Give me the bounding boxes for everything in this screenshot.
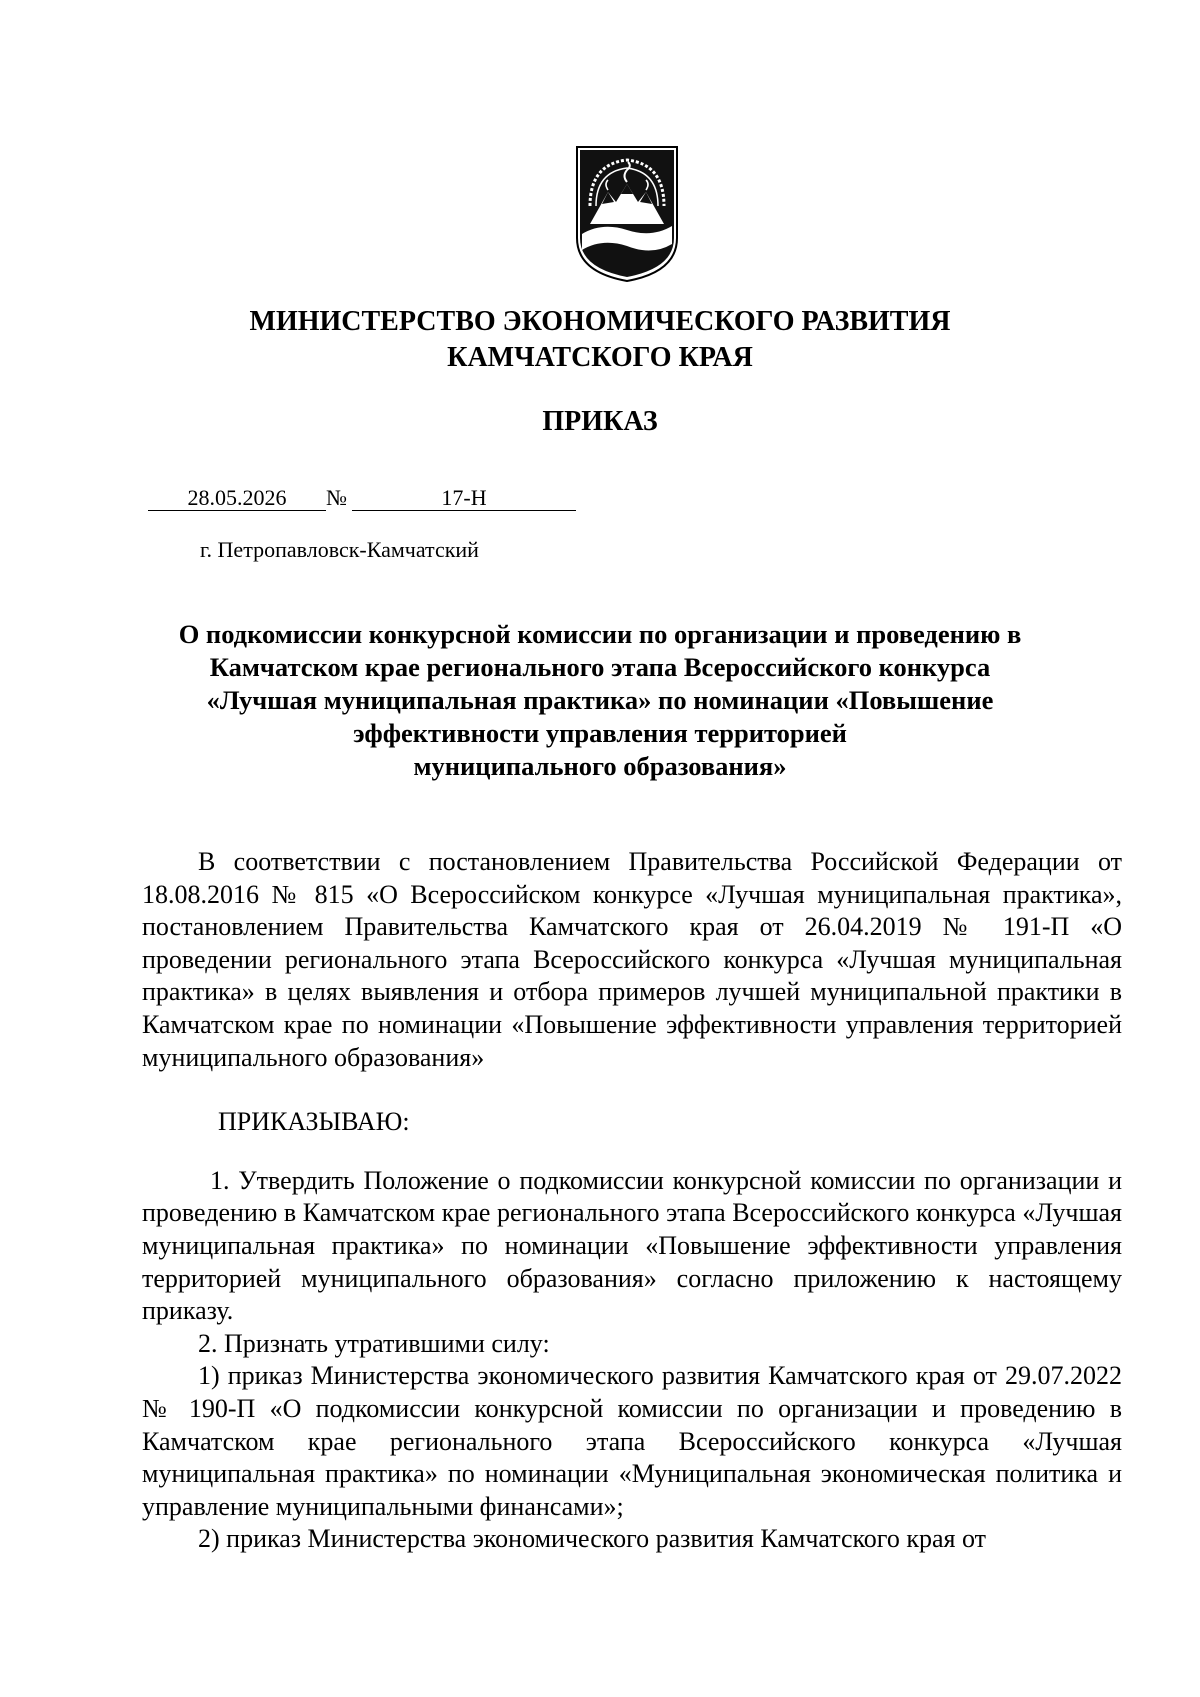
subject-line: Камчатском крае регионального этапа Всероссийского конкурса [209, 652, 991, 682]
clause-2: 2. Признать утратившими силу: [198, 1328, 550, 1358]
order-word: ПРИКАЗЫВАЮ: [218, 1107, 410, 1137]
order-date: 28.05.2026 [148, 486, 326, 511]
ministry-name-line2: КАМЧАТСКОГО КРАЯ [447, 342, 753, 373]
clause-1: 1. Утвердить Положение о подкомиссии конкурсной комиссии по организации и проведению в Камчатском крае регионального этапа Всероссийского конкурса «Лучшая муниципальная практика» по номинации «Повышение эффективности управления территорией муниципального образования» согласно приложению к настоящему приказу. [142, 1165, 1122, 1326]
order-subject [160, 618, 1040, 783]
ministry-name [120, 304, 1080, 376]
order-requisites [148, 484, 576, 512]
preamble-paragraph: В соответствии с постановлением Правительства Российской Федерации от 18.08.2016 № 815 «О Всероссийском конкурсе «Лучшая муниципальная практика», постановлением Правительства Камчатского края от 26.04.2019 № 191-П «О проведении регионального этапа Всероссийского конкурса «Лучшая муниципальная практика» в целях выявления и отбора примеров лучшей муниципальной практики в Камчатском крае по номинации «Повышение эффективности управления территорией муниципального образования» [142, 847, 1122, 1072]
issue-city: г. Петропавловск-Камчатский [200, 537, 479, 562]
clause-2-1: 1) приказ Министерства экономического развития Камчатского края от 29.07.2022 № 190-П «О подкомиссии конкурсной комиссии по организации и проведению в Камчатском крае регионального этапа Всероссийского конкурса «Лучшая муниципальная практика» по номинации «Муниципальная экономическая политика и управление муниципальными финансами»; [142, 1361, 1122, 1521]
kamchatka-coat-of-arms-icon [576, 146, 678, 282]
subject-line: эффективности управления территорией [353, 718, 847, 748]
order-body [142, 846, 1122, 1556]
order-number: 17-Н [352, 486, 576, 511]
clause-2-2: 2) приказ Министерства экономического развития Камчатского края от [198, 1524, 986, 1554]
subject-line: О подкомиссии конкурсной комиссии по организации и проведению в [178, 619, 1022, 649]
document-type-title: ПРИКАЗ [542, 406, 658, 437]
subject-line: «Лучшая муниципальная практика» по номинации «Повышение [206, 685, 994, 715]
subject-line: муниципального образования» [413, 751, 787, 781]
number-sign: № [326, 485, 347, 510]
ministry-name-line1: МИНИСТЕРСТВО ЭКОНОМИЧЕСКОГО РАЗВИТИЯ [249, 306, 951, 337]
